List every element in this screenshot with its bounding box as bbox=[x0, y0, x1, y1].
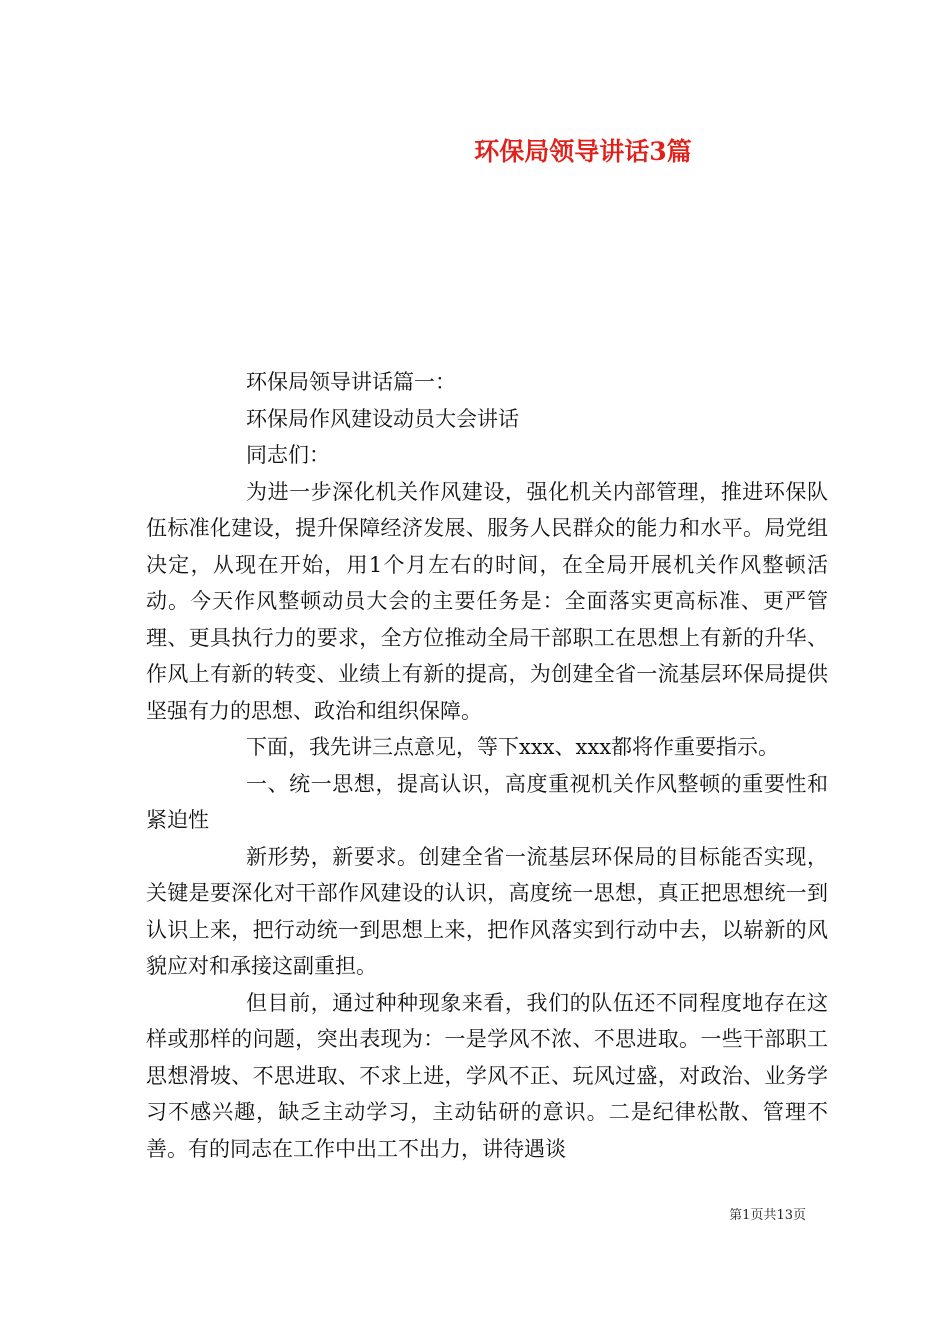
paragraph-intro: 为进一步深化机关作风建设，强化机关内部管理，推进环保队伍标准化建设，提升保障经济发展、服务人民群众的能力和水平。局党组决定，从现在开始，用1个月左右的时间，在全局开展机关作风整顿活动。今天作风整顿动员大会的主要任务是：全面落实更高标准、更严管理、更具执行力的要求，全方位推动全局干部职工在思想上有新的升华、作风上有新的转变、业绩上有新的提高，为创建全省一流基层环保局提供坚强有力的思想、政治和组织保障。 bbox=[146, 479, 828, 723]
document-body bbox=[146, 364, 828, 1167]
document-title: 环保局领导讲话3篇 bbox=[474, 137, 692, 166]
paragraph-outline: 下面，我先讲三点意见，等下xxx、xxx都将作重要指示。 bbox=[246, 735, 780, 759]
salutation: 同志们： bbox=[246, 443, 330, 467]
paragraph-problems: 但目前，通过种种现象来看，我们的队伍还不同程度地存在这样或那样的问题，突出表现为：一是学风不浓、不思进取。一些干部职工思想滑坡、不思进取、不求上进，学风不正、玩风过盛，对政治、业务学习不感兴趣，缺乏主动学习，主动钻研的意识。二是纪律松散、管理不善。有的同志在工作中出工不出力，讲待遇谈 bbox=[146, 990, 828, 1161]
page-number: 第1页共13页 bbox=[729, 1208, 806, 1223]
paragraph-new-situation: 新形势，新要求。创建全省一流基层环保局的目标能否实现，关键是要深化对干部作风建设的认识，高度统一思想，真正把思想统一到认识上来，把行动统一到思想上来，把作风落实到行动中去，以崭新的风貌应对和承接这副重担。 bbox=[146, 844, 828, 978]
speech-title: 环保局作风建设动员大会讲话 bbox=[246, 406, 519, 431]
section-heading-one: 一、统一思想，提高认识，高度重视机关作风整顿的重要性和紧迫性 bbox=[146, 771, 828, 832]
section-label: 环保局领导讲话篇一： bbox=[246, 370, 456, 394]
